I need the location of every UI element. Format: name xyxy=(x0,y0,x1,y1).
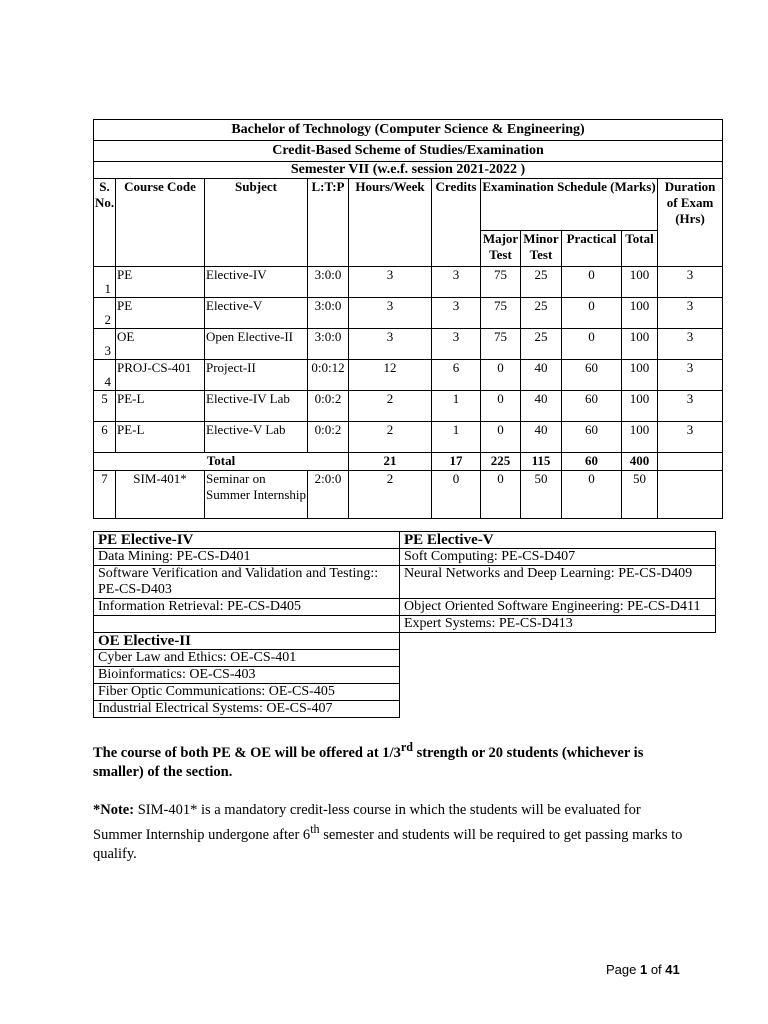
elective-item: Industrial Electrical Systems: OE-CS-407 xyxy=(94,701,400,718)
cell-code: PE xyxy=(116,298,205,329)
total-total: 400 xyxy=(622,453,658,471)
cell-hours: 3 xyxy=(349,267,432,298)
cell-minor: 40 xyxy=(521,391,562,422)
cell-credits: 3 xyxy=(432,329,481,360)
offer-note xyxy=(93,738,693,782)
pe-elective-v-title: PE Elective-V xyxy=(400,532,716,549)
cell-practical: 0 xyxy=(562,471,622,519)
cell-sno: 4 xyxy=(94,360,116,391)
header-ltp: L:T:P xyxy=(308,179,349,267)
cell-duration: 3 xyxy=(658,422,723,453)
offer-text-b: strength or 20 students (whichever is smaller) of the section. xyxy=(93,744,644,780)
cell-ltp: 0:0:2 xyxy=(308,422,349,453)
cell-code: OE xyxy=(116,329,205,360)
cell-minor: 40 xyxy=(521,422,562,453)
cell-credits: 6 xyxy=(432,360,481,391)
cell-duration: 3 xyxy=(658,267,723,298)
header-duration: Duration of Exam (Hrs) xyxy=(658,179,723,267)
page-label: Page xyxy=(606,962,640,977)
cell-duration: 3 xyxy=(658,329,723,360)
cell-subject: Seminar on Summer Internship xyxy=(205,471,308,519)
offer-sup: rd xyxy=(400,740,413,754)
page-of: of xyxy=(647,962,666,977)
cell-code: PE-L xyxy=(116,391,205,422)
oe-elective-ii-title: OE Elective-II xyxy=(94,633,400,650)
header-sno: S. No. xyxy=(94,179,116,267)
table-row xyxy=(94,360,723,391)
header-minor: Minor Test xyxy=(521,231,562,267)
cell-hours: 2 xyxy=(349,391,432,422)
cell-duration: 3 xyxy=(658,391,723,422)
cell-sno: 5 xyxy=(94,391,116,422)
scheme-title: Credit-Based Scheme of Studies/Examination xyxy=(94,141,723,162)
cell-practical: 60 xyxy=(562,391,622,422)
cell-sno: 1 xyxy=(94,267,116,298)
header-credits: Credits xyxy=(432,179,481,267)
note-label: *Note: xyxy=(93,801,135,818)
notes-section xyxy=(93,738,693,864)
cell-sno: 7 xyxy=(94,471,116,519)
total-major: 225 xyxy=(481,453,521,471)
cell-major: 75 xyxy=(481,329,521,360)
cell-subject: Elective-IV xyxy=(205,267,308,298)
header-practical: Practical xyxy=(562,231,622,267)
cell-subject: Elective-V xyxy=(205,298,308,329)
cell-hours: 3 xyxy=(349,329,432,360)
mandatory-note xyxy=(93,801,693,864)
cell-practical: 0 xyxy=(562,298,622,329)
total-empty xyxy=(658,453,723,471)
cell-total: 100 xyxy=(622,267,658,298)
seminar-row xyxy=(94,471,723,519)
cell-major: 0 xyxy=(481,360,521,391)
elective-item: Data Mining: PE-CS-D401 xyxy=(94,549,400,566)
blank-cell xyxy=(400,650,716,667)
cell-hours: 12 xyxy=(349,360,432,391)
cell-total: 100 xyxy=(622,329,658,360)
blank-cell xyxy=(400,633,716,650)
table-row xyxy=(94,267,723,298)
cell-ltp: 0:0:12 xyxy=(308,360,349,391)
cell-subject: Open Elective-II xyxy=(205,329,308,360)
elective-item: Soft Computing: PE-CS-D407 xyxy=(400,549,716,566)
page-number: 1 xyxy=(639,962,648,977)
cell-practical: 60 xyxy=(562,360,622,391)
cell-total: 100 xyxy=(622,422,658,453)
table-row xyxy=(94,329,723,360)
blank-cell xyxy=(400,667,716,684)
note-sup: th xyxy=(310,821,320,836)
elective-item: Fiber Optic Communications: OE-CS-405 xyxy=(94,684,400,701)
cell-total: 100 xyxy=(622,360,658,391)
cell-major: 75 xyxy=(481,267,521,298)
total-row xyxy=(94,453,723,471)
offer-text-a: The course of both PE & OE will be offered at 1/3 xyxy=(93,744,401,761)
program-title: Bachelor of Technology (Computer Science & Engineering) xyxy=(94,120,723,141)
pe-elective-iv-title: PE Elective-IV xyxy=(94,532,400,549)
electives-table xyxy=(93,531,716,718)
cell-practical: 0 xyxy=(562,267,622,298)
elective-item: Neural Networks and Deep Learning: PE-CS-D409 xyxy=(400,566,716,599)
cell-ltp: 3:0:0 xyxy=(308,329,349,360)
cell-practical: 0 xyxy=(562,329,622,360)
cell-major: 75 xyxy=(481,298,521,329)
cell-hours: 2 xyxy=(349,422,432,453)
page-footer xyxy=(606,962,680,977)
cell-minor: 40 xyxy=(521,360,562,391)
cell-subject: Project-II xyxy=(205,360,308,391)
elective-item: Information Retrieval: PE-CS-D405 xyxy=(94,599,400,616)
total-minor: 115 xyxy=(521,453,562,471)
total-credits: 17 xyxy=(432,453,481,471)
cell-sno: 2 xyxy=(94,298,116,329)
cell-duration xyxy=(658,471,723,519)
elective-item: Cyber Law and Ethics: OE-CS-401 xyxy=(94,650,400,667)
cell-duration: 3 xyxy=(658,298,723,329)
cell-sno: 6 xyxy=(94,422,116,453)
cell-hours: 2 xyxy=(349,471,432,519)
cell-ltp: 3:0:0 xyxy=(308,267,349,298)
cell-minor: 25 xyxy=(521,329,562,360)
cell-minor: 50 xyxy=(521,471,562,519)
header-total: Total xyxy=(622,231,658,267)
table-row xyxy=(94,298,723,329)
cell-credits: 0 xyxy=(432,471,481,519)
cell-practical: 60 xyxy=(562,422,622,453)
table-row xyxy=(94,422,723,453)
table-row xyxy=(94,391,723,422)
cell-ltp: 3:0:0 xyxy=(308,298,349,329)
cell-total: 50 xyxy=(622,471,658,519)
total-hours: 21 xyxy=(349,453,432,471)
cell-code: PE-L xyxy=(116,422,205,453)
cell-code: PROJ-CS-401 xyxy=(116,360,205,391)
cell-ltp: 0:0:2 xyxy=(308,391,349,422)
blank-cell xyxy=(400,701,716,718)
header-exam-schedule: Examination Schedule (Marks) xyxy=(481,179,658,231)
cell-code: PE xyxy=(116,267,205,298)
semester-title: Semester VII (w.e.f. session 2021-2022 ) xyxy=(94,162,723,179)
cell-hours: 3 xyxy=(349,298,432,329)
blank-cell xyxy=(400,684,716,701)
note-text-b: semester and students will be required to get passing marks to qualify. xyxy=(93,826,683,862)
elective-item: Expert Systems: PE-CS-D413 xyxy=(400,616,716,633)
cell-credits: 3 xyxy=(432,267,481,298)
cell-major: 0 xyxy=(481,471,521,519)
page-count: 41 xyxy=(665,962,680,977)
elective-empty xyxy=(94,616,400,633)
header-subject: Subject xyxy=(205,179,308,267)
total-label: Total xyxy=(94,453,349,471)
header-hours: Hours/Week xyxy=(349,179,432,267)
cell-code: SIM-401* xyxy=(116,471,205,519)
cell-credits: 3 xyxy=(432,298,481,329)
cell-minor: 25 xyxy=(521,267,562,298)
cell-total: 100 xyxy=(622,298,658,329)
elective-item: Software Verification and Validation and Testing:: PE-CS-D403 xyxy=(94,566,400,599)
note-text-a: SIM-401* is a mandatory credit-less course in which the students will be evaluated for Summer Internship undergone after 6 xyxy=(93,801,641,843)
scheme-table xyxy=(93,119,723,519)
cell-total: 100 xyxy=(622,391,658,422)
cell-major: 0 xyxy=(481,391,521,422)
header-major: Major Test xyxy=(481,231,521,267)
cell-major: 0 xyxy=(481,422,521,453)
elective-item: Bioinformatics: OE-CS-403 xyxy=(94,667,400,684)
elective-item: Object Oriented Software Engineering: PE-CS-D411 xyxy=(400,599,716,616)
total-practical: 60 xyxy=(562,453,622,471)
cell-duration: 3 xyxy=(658,360,723,391)
cell-sno: 3 xyxy=(94,329,116,360)
cell-ltp: 2:0:0 xyxy=(308,471,349,519)
cell-credits: 1 xyxy=(432,422,481,453)
cell-subject: Elective-IV Lab xyxy=(205,391,308,422)
header-course-code: Course Code xyxy=(116,179,205,267)
cell-subject: Elective-V Lab xyxy=(205,422,308,453)
cell-credits: 1 xyxy=(432,391,481,422)
cell-minor: 25 xyxy=(521,298,562,329)
